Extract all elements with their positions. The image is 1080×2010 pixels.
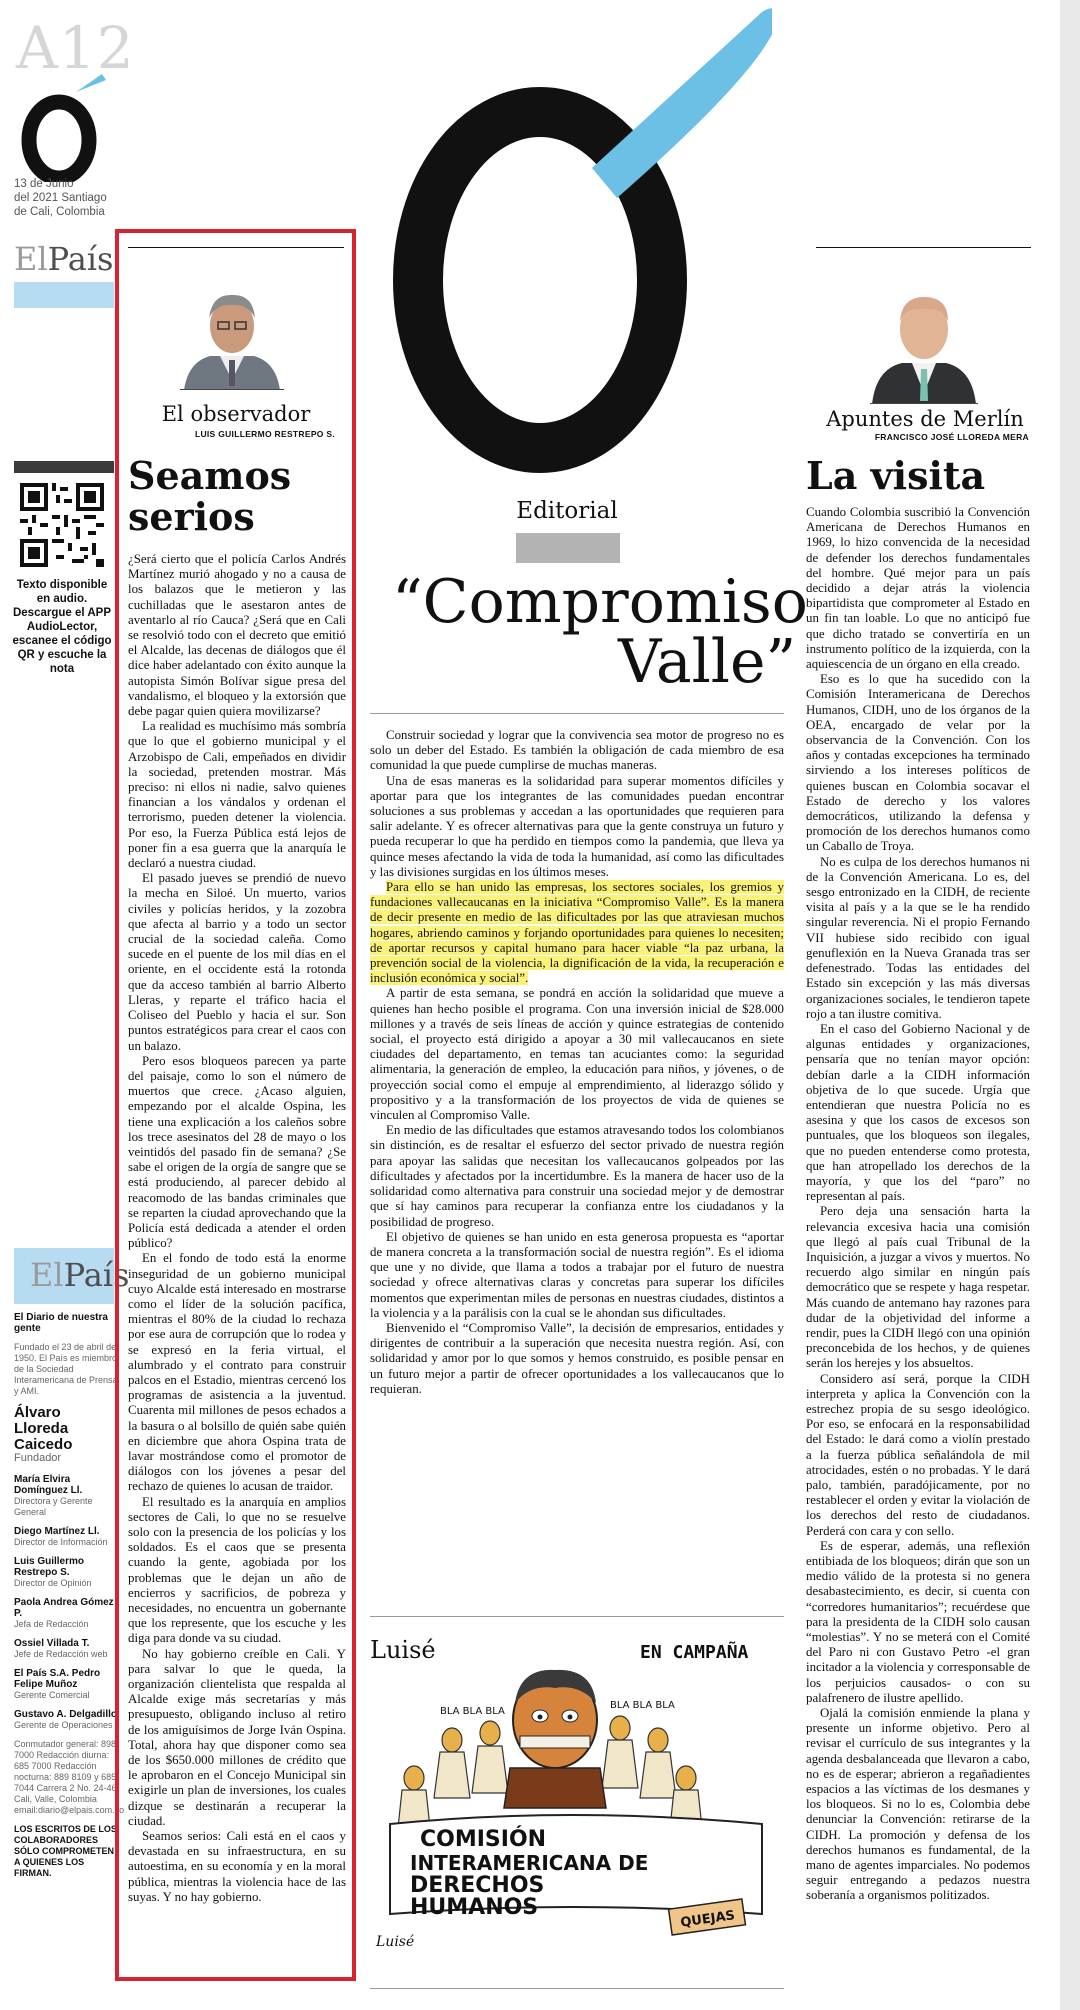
article-body <box>806 505 1030 1904</box>
column-name: Apuntes de Merlín <box>826 407 1024 431</box>
opinion-big-o-icon <box>352 0 772 480</box>
svg-text:QUEJAS: QUEJAS <box>679 1908 736 1931</box>
qr-code-icon[interactable] <box>20 483 104 567</box>
edition-date: 13 de Junio del 2021 Santiago de Cali, Colombia <box>14 178 107 218</box>
cartoon-bottom-rule <box>370 1988 784 1989</box>
founder-name: Álvaro Lloreda Caicedo <box>14 1404 73 1453</box>
cartoon-rule <box>370 1616 784 1617</box>
audio-note: Texto disponible en audio. Descargue el APP AudioLector, escanee el código QR y escuche la nota <box>12 579 112 675</box>
svg-text:INTERAMERICANA DE: INTERAMERICANA DE <box>410 1851 649 1875</box>
disclaimer: LOS ESCRITOS DE LOS COLABORADORES SÓLO COMPROMETEN A QUIENES LOS FIRMAN. <box>14 1824 117 1878</box>
paragraph: No hay gobierno creíble en Cali. Y para salvar lo que le queda, la organización clientelista que respalda al Alcalde exige más secretarías y más presupuesto, obligando incluso al retiro de los amiguísimos de Jorge Iván Ospina. Total, ahora hay que disponer como sea de los $650.000 millones de crédito que le aprobaron en el Concejo Municipal sin exigirle un plan de inversiones, los cuales dizque se destinarán a recuperar la ciudad. <box>128 1646 346 1828</box>
paragraph: Bienvenido el “Compromiso Valle”, la decisión de empresarios, entidades y dirigentes de contribuir a la superación que necesita nuestra región. Así, con solidaridad y amor por lo que somos y hemos construido, es posible pensar en un futuro mejor a partir de ofrecer oportunidades a los vallecaucanos que lo requieran. <box>370 1320 784 1396</box>
tagline: El Diario de nuestra gente <box>14 1312 108 1334</box>
editorial-cartoon <box>370 1628 784 1954</box>
svg-text:BLA BLA BLA: BLA BLA BLA <box>610 1700 675 1711</box>
svg-text:BLA BLA BLA: BLA BLA BLA <box>440 1706 505 1717</box>
brand-logo: ElPaís <box>14 240 114 278</box>
paragraph-highlighted: Para ello se han unido las empresas, los sectores sociales, los gremios y fundaciones vallecaucanas en la iniciativa “Compromiso Valle”. Es la manera de decir presente en medio de las dificultades por las que atraviesan muchos hogares, abriendo caminos y forjando oportunidades para quienes lo necesiten; de aportar recursos y capital humano para hacer viable “la paz urbana, la prevención social de la violencia, la dignificación de la vida, la recuperación e inclusión económica y social”. <box>370 880 784 986</box>
paragraph: Ojalá la comisión enmiende la plana y presente un informe objetivo. Pero al revisar el currículo de sus integrantes y la agenda desbalanceada que llevaron a cabo, no es de esperar; abrieron a regañadientes espacios a las víctimas de los desmanes y los bloqueos. Si no lo es, Colombia debe denunciar la Convención: retirarse de la CIDH. La promoción y defensa de los derechos humanos es fundamental, de la mano de agentes imparciales. No podemos seguir entregando a pedazos nuestra soberanía a organismos politizados. <box>806 1706 1030 1903</box>
paragraph: En el fondo de todo está la enorme inseguridad de un gobierno municipal cuyo Alcalde está interesado en mostrarse como el líder de la solución pacífica, mientras el 80% de la ciudad lo rechaza por ese aura de corrupción que lo rodea y se expresó en la feria virtual, el alumbrado y el contrato para construir palcos en el Estadio, mientras cercenó los programas de asistencia a la juventud. Cuarenta mil millones de pesos echados a la basura o al bolsillo de quién sabe quién en diciembre que ahora Ospina trata de lavar mostrándose como el promotor de diálogos con los jóvenes a pesar del rechazo de quienes lo acusan de traidor. <box>128 1251 346 1494</box>
founded-note: Fundado el 23 de abril de 1950. El País es miembro de la Sociedad Interamericana de Prensa y AMI. <box>14 1342 118 1396</box>
headline: La visita <box>806 453 986 498</box>
paragraph: El pasado jueves se prendió de nuevo la mecha en Siloé. Un muerto, varios civiles y policías heridos, y la zozobra que afecta al barrio y a todo un sector crucial de la sociedad caleña. Como sucede en el puente de los mil días en el oriente, en el occidente está la rotonda que da acceso también al barrio Alberto Lleras, y reparte el tráfico hacia el Coliseo del Pueblo y hacia el sur. Son puntos estratégicos para crear el caos con un balazo. <box>128 871 346 1053</box>
editorial-gray-bar <box>516 533 620 563</box>
staff-brand-logo: ElPaís <box>30 1256 130 1294</box>
divider-bar <box>14 461 114 473</box>
paragraph: Cuando Colombia suscribió la Convención Americana de Derechos Humanos en 1969, lo hizo convencida de la necesidad de defender los derechos fundamentales del hombre. Qué mejor para un país decidido a dejar atrás la violencia bipartidista que comprometer al Estado en un fin tan loable. Lo que no anticipó fue que dicho tratado se convertiría en un instrumento político de la izquierda, con la aquiescencia de un órgano en ella creado. <box>806 505 1030 672</box>
column-name: El observador <box>161 402 311 426</box>
svg-text:Luisé: Luisé <box>376 1934 415 1950</box>
svg-text:COMISIÓN: COMISIÓN <box>420 1827 547 1852</box>
editorial-label: Editorial <box>516 498 618 524</box>
paragraph: Construir sociedad y lograr que la convivencia sea motor de progreso no es solo un deber del Estado. Es también la obligación de cada miembro de esa comunidad la que puede cumplirse de muchas maneras. <box>370 728 784 773</box>
author-portrait <box>180 280 284 390</box>
paragraph: La realidad es muchísimo más sombría que lo que el gobierno municipal y el Arzobispo de Cali, empeñados en dividir la sociedad, pretenden mostrar. Más preciso: ni ellos ni nadie, salvo quienes financian a los vándalos y ordenan el terrorismo, pueden detener la violencia. Por eso, la Fuerza Pública está lejos de poner fin a esa guerra que la anarquía le declaró a nuestra ciudad. <box>128 719 346 871</box>
author-portrait <box>870 277 978 404</box>
paragraph: Eso es lo que ha sucedido con la Comisión Interamericana de Derechos Humanos, CIDH, uno de los órganos de la OEA, encargado de velar por la observancia de la Convención. Con los años y contadas excepciones ha terminado sirviendo a los intereses políticos de quienes buscan en Colombia socavar el Estado de derecho y los valores democráticos, utilizando la defensa y promoción de los derechos humanos como un Caballo de Troya. <box>806 672 1030 854</box>
portrait-rule <box>870 403 978 404</box>
opinion-logo-icon <box>14 72 114 182</box>
paragraph: A partir de esta semana, se pondrá en acción la solidaridad que mueve a quienes han hecho posible el programa. Con una inversión inicial de $28.000 millones y a través de seis líneas de acción y quince estrategias de contenido social, el proyecto está dirigido a apoyar a 30 mil vallecaucanos en siete ciudades del departamento, en temas tan acuciantes como: la seguridad alimentaria, la generación de empleo, la educación para niños, y jóvenes, o de proyección social como el empuje al emprendimiento, al liderazgo sólido y propositivo y a la transformación de los proyectos de vida de quienes se vinculen al Compromiso Valle. <box>370 986 784 1123</box>
article-body <box>128 552 346 1905</box>
paragraph: Pero esos bloqueos parecen ya parte del paisaje, como lo son el número de muertos que crece. ¿Acaso alguien, empezando por el alcalde Ospina, les tiene una explicación a los caleños sobre los trece asesinatos del 28 de mayo o los veintidós del pasado fin de semana? ¿Se sabe el origen de la orgía de sangre que se está produciendo, al parecer debido al reacomodo de las bandas criminales que se reparten la ciudad aprovechando que la Policía está dedicada a atender el orden público? <box>128 1053 346 1251</box>
paragraph: El resultado es la anarquía en amplios sectores de Cali, lo que no se resuelve solo con la presencia de los policías y los soldados. Es el caos que se presenta cuando la gente, agobiada por los problemas que le dejan un año de encierros y sacrificios, de pobreza y necesidades, no encuentra un gobernante que los represente, que los escuche y les diga para donde va su ciudad. <box>128 1494 346 1646</box>
editorial-rule <box>370 713 784 714</box>
staff-list: El Diario de nuestra gente Fundado el 23 de abril de 1950. El País es miembro de la Sociedad Interamericana de Prensa y AMI. Álvaro Lloreda Caicedo Fundador María Elvira Domínguez Ll. Directora y Gerente General Diego Martínez Ll. Director de Información Luis Guillermo Restrepo S. Director de Opinión Paola Andrea Gómez P. Jefa de Redacción Ossiel Villada T. Jefe de Redacción web El País S.A. Pedro Felipe Muñoz Gerente Comercial Gustavo A. Delgadillo Gerente de Operaciones Conmutador general: 898 7000 Redacción diurna: 685 7000 Redacción nocturna: 889 8109 y 685 7044 Carrera 2 No. 24-46 Cali, Valle, Colombia email:diario@elpais.com.co LOS ESCRITOS DE LOS COLABORADORES SÓLO COMPROMETEN A QUIENES LOS FIRMAN. <box>14 1312 125 1878</box>
paragraph: No es culpa de los derechos humanos ni de la Convención Americana. Lo es, del sesgo entronizado en la CIDH, de reciente visita al país y a la que se le ha rendido singular reverencia. Ni el propio Fernando VII hubiese sido recibido con igual genuflexión en la Nueva Granada tras ser defenestrado. Todas las entidades del Estado sin excepción y las más diversas organizaciones sociales, le tendieron tapete rojo a tan ilustre comitiva. <box>806 854 1030 1021</box>
author-byline: LUIS GUILLERMO RESTREPO S. <box>194 429 335 439</box>
paragraph: Pero deja una sensación harta la relevancia excesiva hacia una comisión que llegó al país cual Tribunal de la Inquisición, a juzgar a vivos y muertos. No recuerdo algo similar en ningún país democrático que se respete y haga respetar. Más cuando de antemano hay razones para dudar de la objetividad del informe a rendir, pues la CIDH llegó con una opinión preconcebida de los hechos, y de quienes serán los herejes y los absueltos. <box>806 1204 1030 1371</box>
paragraph: ¿Será cierto que el policía Carlos Andrés Martínez murió ahogado y no a causa de los balazos que le metieron y las cuchilladas que le asestaron antes de aventarlo al río Cauca? ¿Será que en Cali se resolvió todo con el decreto que emitió el Alcalde, las decenas de diálogos que él dice haber adelantado con éxito aunque la autopista Simón Bolívar sigue presa del vandalismo, el bloqueo y la extorsión que debe pagar quien quiera movilizarse? <box>128 552 346 719</box>
portrait-rule <box>180 389 284 390</box>
paragraph: Una de esas maneras es la solidaridad para superar momentos difíciles y aportar para que los integrantes de las comunidades puedan encontrar soluciones a sus problemas y accedan a las oportunidades que requieren para salir adelante. Y es ofrecer alternativas para que la gente construya un futuro y pueda recuperar lo que ha perdido en tiempos como la pandemia, que lleva ya quince meses afectando la vida de toda la humanidad, así como las dificultades y las divisiones surgidas en los últimos meses. <box>370 773 784 879</box>
paragraph: Es de esperar, además, una reflexión entibiada de los bloqueos; dirán que son un medio válido de la protesta si no genera desabastecimiento, es decir, si cuenta con “corredores humanitarios”; recuérdese que para la presidenta de la CIDH solo causan “molestias”. Y no se meterá con el Comité del Paro ni con Gustavo Petro -el gran incitador a la violencia y corresponsable de los perjuicios causados- o con su palafrenero de ilustre apellido. <box>806 1538 1030 1705</box>
cartoonist-name: Luisé <box>370 1636 436 1664</box>
paragraph: Considero así será, porque la CIDH interpreta y aplica la Convención con la estrechez propia de su sesgo ideológico. Por eso, se enfocará en la responsabilidad del Estado: le dará como a violín prestado a la fuerza pública señalándola de mil atrocidades, estén o no probadas. Y le dará palo, también, paradójicamente, por no restablecer el orden y evitar la violación de los derechos del resto de ciudadanos. Perderá con cara y con sello. <box>806 1371 1030 1538</box>
author-byline: FRANCISCO JOSÉ LLOREDA MERA <box>874 432 1029 442</box>
paragraph: El objetivo de quienes se han unido en esta generosa propuesta es “aportar de manera concreta a la transformación social de nuestra región”. Es el idioma que une y no divide, que llama a todos a trabajar por el futuro de nuestra sociedad y ofrece alternativas claras y concretas para superar los difíciles momentos que experimentan miles de personas en nuestras ciudades, distintos a la violencia y a la parálisis con la cual se le ahondan sus dificultades. <box>370 1229 784 1320</box>
right-column-rule <box>816 247 1031 248</box>
brand-accent-bar <box>14 282 114 308</box>
headline: Seamos serios <box>128 453 292 539</box>
svg-text:HUMANOS: HUMANOS <box>410 1895 539 1920</box>
editorial-body <box>370 728 784 1397</box>
svg-text:EN CAMPAÑA: EN CAMPAÑA <box>640 1642 749 1663</box>
editorial-title-line2: Valle” <box>618 627 797 697</box>
paragraph: En medio de las dificultades que estamos atravesando todos los colombianos sin distinción, es de resaltar el esfuerzo del sector privado de nuestra región para apoyar las salidas que necesitan los vallecaucanos golpeados por las dificultades y afectados por la incertidumbre. Es la manera de hacer uso de la solidaridad como alternativa para construir una sociedad mejor y de demostrar que sí hay caminos para recuperar la confianza entre los ciudadanos y la posibilidad de progreso. <box>370 1123 784 1229</box>
svg-text:DERECHOS: DERECHOS <box>410 1873 545 1898</box>
left-column-rule <box>128 247 344 248</box>
founder-role: Fundador <box>14 1452 62 1464</box>
paragraph: En el caso del Gobierno Nacional y de algunas entidades y organizaciones, pensaría que no tenían mayor opción: debían darle a la CIDH información objetiva de lo que sucede. Urgía que entendieran que nuestra Policía no es asesina y que los casos de excesos son puntuales, que los bloqueos son ilegales, que no pueden entenderse como protesta, que han atropellado los derechos de la mayoría, y que los del “paro” no representan al país. <box>806 1021 1030 1204</box>
paragraph: Seamos serios: Cali está en el caos y devastada en su infraestructura, en su autoestima, en su economía y en la moral pública, mientras la violencia hace de las suyas. Y no hay gobierno. <box>128 1829 346 1904</box>
editorial-title-line1: “Compromiso <box>392 567 808 637</box>
contact-info: Conmutador general: 898 7000 Redacción diurna: 685 7000 Redacción nocturna: 889 8109 y 685 7044 Carrera 2 No. 24-46 Cali, Valle, Colombia email:diario@elpais.com.co <box>14 1739 125 1815</box>
page-number: A12 <box>16 14 135 82</box>
